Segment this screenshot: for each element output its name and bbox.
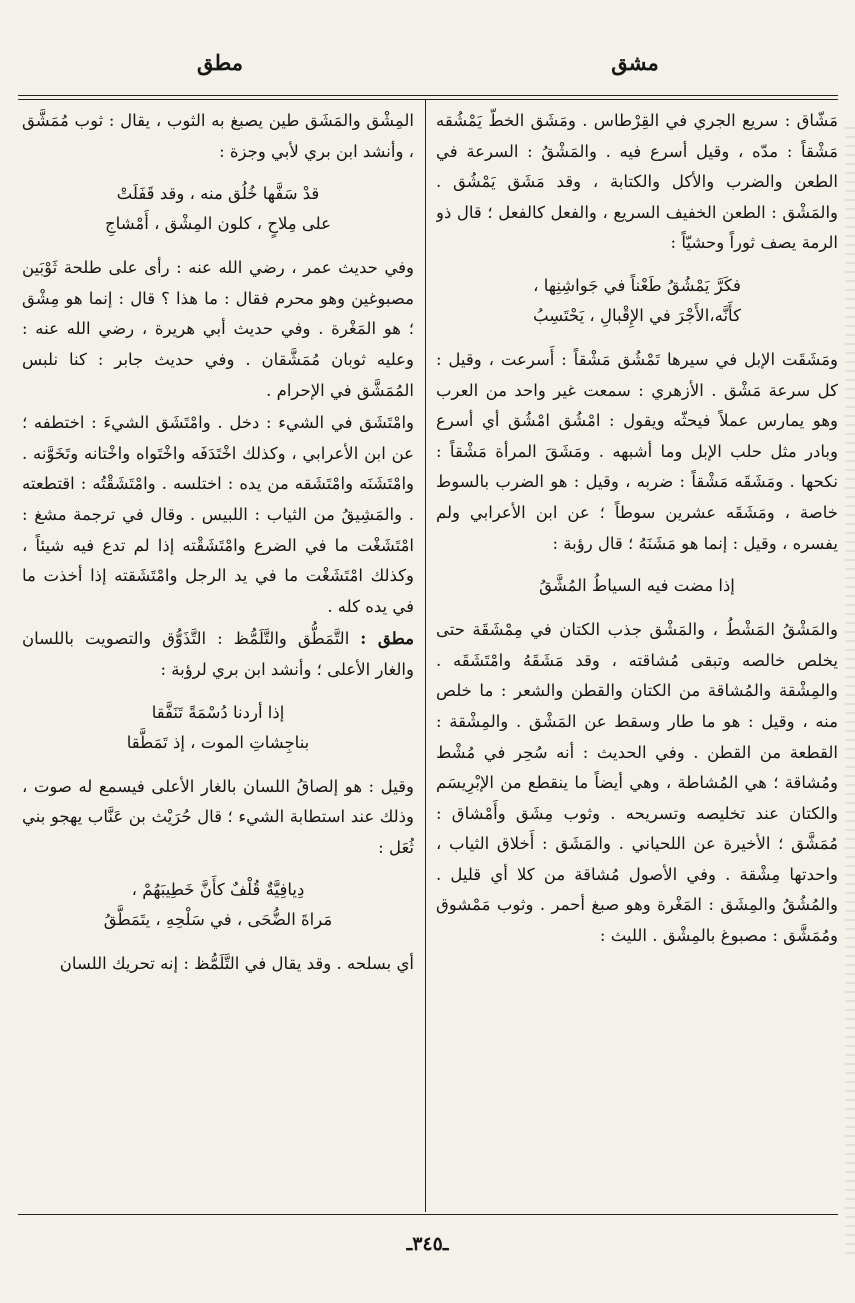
verse-block bbox=[22, 698, 414, 758]
running-head-right: مشق bbox=[611, 50, 659, 75]
verse-block bbox=[436, 271, 838, 331]
verse-line: بناجِشاتِ الموت ، إذ تَمَطَّقا bbox=[126, 732, 310, 752]
entry-paragraph: وقيل : هو إلصاقُ اللسان بالغار الأعلى فيسمع له صوت ، وذلك عند استطابة الشيء ؛ قال حُرَيْث بن عَنَّاب يهجو بني ثُعَل : bbox=[22, 776, 414, 857]
header-rule-double bbox=[18, 99, 838, 100]
header-rule bbox=[18, 95, 838, 96]
verse-line: كأَنَّه،الأَجْرَ في الإِقْبالِ ، يَحْتَسِبُ bbox=[533, 305, 741, 325]
verse-line: فكَرَّ يَمْشُقُ طَعْناً في جَواشِنِها ، bbox=[533, 275, 741, 295]
verse-block bbox=[22, 875, 414, 935]
verse-line: إذا أردنا دُسْمَةً تَنَفَّقا bbox=[151, 702, 285, 722]
entry-paragraph: مَشّاق : سريع الجري في القِرْطاس . ومَشَق الخطّ يَمْشُقه مَشْقاً : مدّه ، وقيل أسرع فيه . والمَشْقُ : السرعة في الطعن والضرب والأكل والكتابة ، وقد مَشَق يَمْشُق . والمَشْق : الطعن الخفيف السريع ، والفعل كالفعل ؛ قال ذو الرمة يصف ثوراً وحشيّاً : bbox=[436, 111, 838, 253]
verse-line: مَراةَ الضُّحَى ، في سَلْحِهِ ، يتَمَطَّقُ bbox=[103, 910, 333, 930]
verse-line: إذا مضت فيه السياطُ المُشَّقُ bbox=[539, 576, 735, 596]
right-column bbox=[436, 106, 838, 1208]
entry-paragraph: والمَشْقُ المَشْطُ ، والمَشْق جذب الكتان في مِمْشَقَة حتى يخلص خالصه وتبقى مُشاقته ، وقد مَشَقَهُ وامْتَشَقَه . والمِشْقة والمُشاقة من الكتان والقطن والشعر : ما خلص منه ، وقيل : هو ما طار وسقط عن المَشْق . والمِشْقة : القطعة من القطن . وفي الحديث : أنه سُحِر في مُشْط ومُشاقة ؛ هي المُشاطة ، وهي أيضاً ما ينقطع من الإبْرِيسَم والكتان عند تخليصه وتسريحه . وثوب مِشَق وأَمْشاق : مُمَشَّق ؛ الأخيرة عن اللحياني . والمَشَق : أَخلاق الثياب ، واحدتها مِشْقة . وفي الأصول مُشاقة من كلا أي قليل . والمُشُقُ والمِشَق : المَغْرة وهو صبغ أحمر . وثوب مَمْشوق ومُمَشَّق : مصبوغ بالمِشْق . الليث : bbox=[436, 620, 838, 946]
entry-paragraph: وامْتَشَق في الشيء : دخل . وامْتَشَق الشيءَ : اختطفه ؛ عن ابن الأعرابي ، وكذلك اخْتَدَفَه واخْتَواه واخْتانه وتَخَوَّنه . وامْتَشَنَه وامْتَشَقه من يده : اختلسه . وامْتَشَقْتُه : اقتطعته . والمَشِيقُ من الثياب : اللبيس . وقال في ترجمة مشغ : امْتَشَغْت ما في الضرع وامْتَشَقْته إذا لم تدع فيه شيئاً ، وكذلك امْتَشَغْت ما في يد الرجل وامْتَشَقته إذا أخذت ما في يده كله . bbox=[22, 413, 414, 616]
entry-paragraph: ومَشَقَت الإبل في سيرها تَمْشُق مَشْقاً : أَسرعت ، وقيل : كل سرعة مَشْق . الأزهري : سمعت غير واحد من العرب وهو يمارس عملاً فيحثّه ويقول : امْشُق امْشُق أي أسرع وبادر مثل حلب الإبل وما أشبهه . ومَشَقَ المرأة مَشْقاً : نكحها . ومَشَقَه مَشْقاً : ضربه ، وقيل : هو الضرب بالسوط خاصة ، ومَشَقَه عشرين سوطاً ؛ عن ابن الأعرابي ولم يفسره ، وقيل : إنما هو مَشَنَهُ ؛ قال رؤبة : bbox=[436, 349, 838, 553]
scan-edge-noise bbox=[845, 120, 855, 1260]
verse-line: قدْ سَفَّها خُلُق منه ، وقد قَفَلَتْ bbox=[116, 184, 320, 204]
headword: مطق : bbox=[360, 629, 414, 649]
entry-paragraph: المِشْق والمَشَق طين يصبغ به الثوب ، يقال : ثوب مُمَشَّق ، وأنشد ابن بري لأبي وجزة : bbox=[22, 111, 414, 161]
entry-paragraph bbox=[22, 624, 414, 685]
page-number: ـ٣٤٥ـ bbox=[406, 1233, 449, 1255]
entry-text: التَّمَطُّق والتَّلَمُّظ : التَّذَوُّق والتصويت باللسان والغار الأعلى ؛ وأنشد ابن بري لرؤبة : bbox=[22, 629, 414, 679]
running-head-left: مطق bbox=[197, 50, 243, 75]
verse-line: دِيافِيَّةٌ قُلْفٌ كأَنَّ خَطِيبَهُمْ ، bbox=[131, 880, 305, 900]
column-divider bbox=[425, 100, 426, 1212]
verse-block bbox=[22, 179, 414, 239]
verse-block bbox=[436, 571, 838, 601]
entry-paragraph: أي بسلحه . وقد يقال في التَّلَمُّظ : إنه تحريك اللسان bbox=[59, 954, 414, 974]
footer-rule bbox=[18, 1214, 838, 1215]
left-column bbox=[22, 106, 414, 1208]
verse-line: على مِلاحٍ ، كلون المِشْق ، أَمْشاجِ bbox=[105, 214, 331, 234]
entry-paragraph: وفي حديث عمر ، رضي الله عنه : رأى على طلحة ثَوْبَين مصبوغين وهو محرم فقال : ما هذا ؟ قال : إنما هو مِشْق ؛ هو المَغْرة . وفي حديث أبي هريرة ، رضي الله عنه : وعليه ثوبان مُمَشَّقان . وفي حديث جابر : كنا نلبس المُمَشَّق في الإحرام . bbox=[22, 258, 414, 400]
